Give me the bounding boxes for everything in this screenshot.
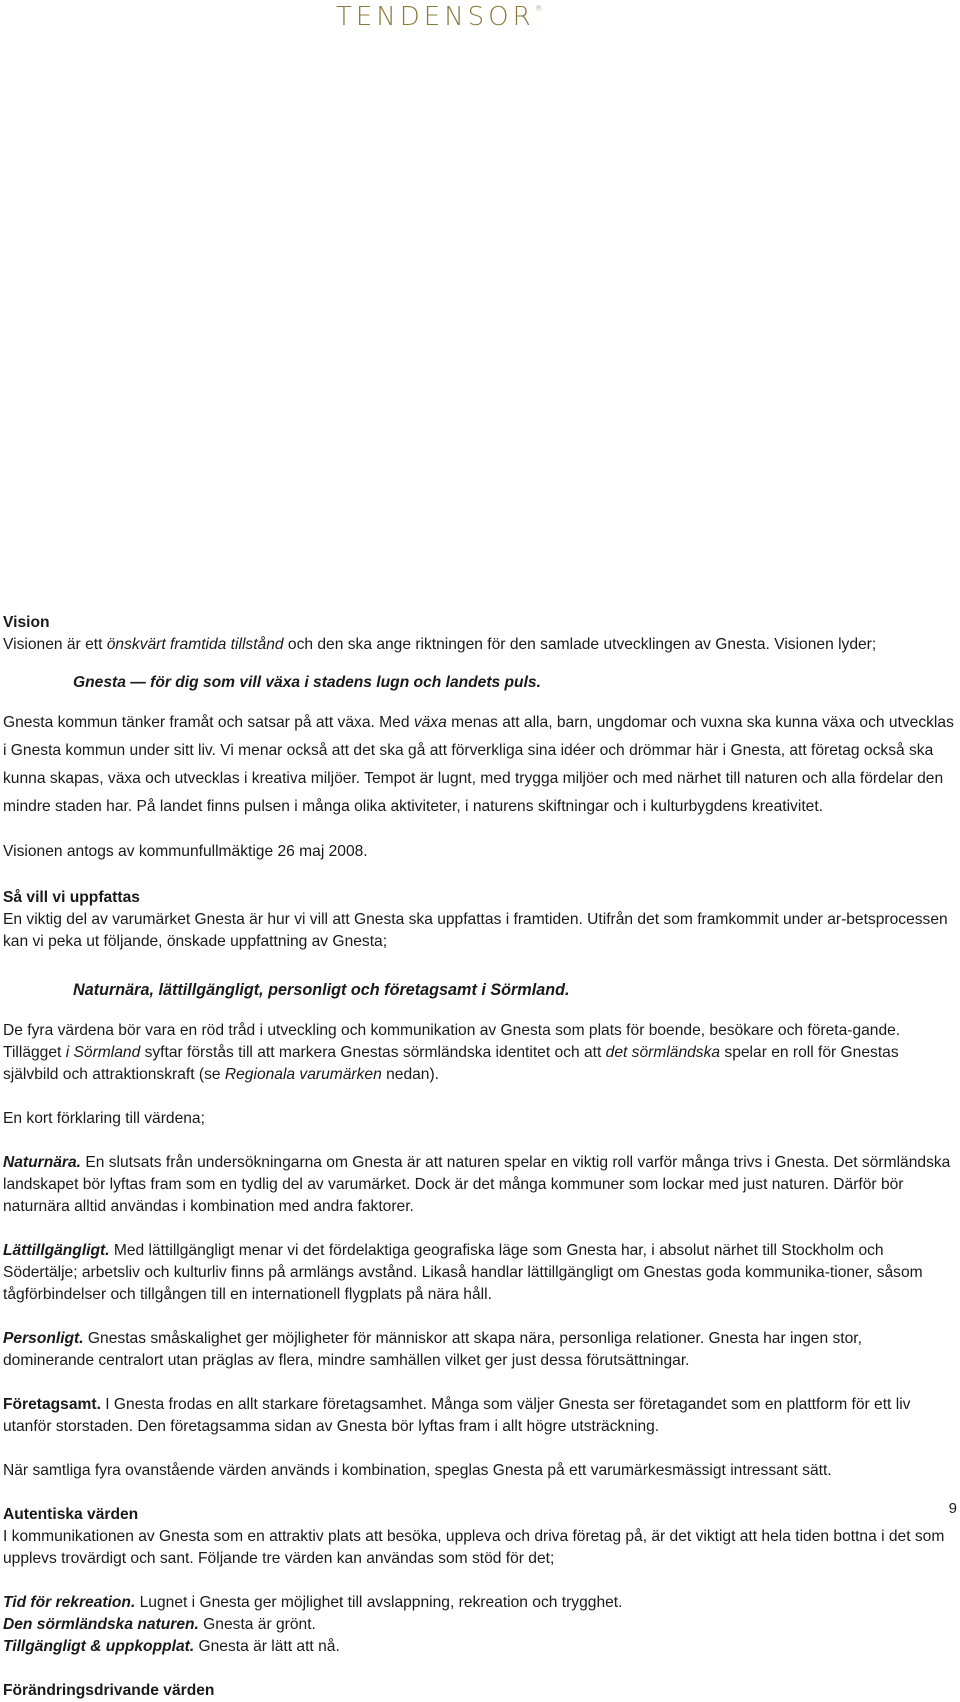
section-heading-uppfattas: Så vill vi uppfattas: [3, 889, 140, 906]
value-foretagsamt: Företagsamt. I Gnesta frodas en allt starkare företagsamhet. Många som väljer Gnesta ser företagandet som en plattform för ett liv utanför storstaden. Den företagsamma sidan av Gnesta bör lyftas fram i allt högre utsträckning.: [3, 1396, 911, 1435]
value-personligt: Personligt. Gnestas småskalighet ger möjligheter för människor att skapa nära, personliga relationer. Gnesta har ingen stor, dominerande centralort utan präglas av flera, mindre samhällen vilket ger just dessa förutsättningar.: [3, 1330, 862, 1369]
autentiska-item: Tid för rekreation. Lugnet i Gnesta ger möjlighet till avslappning, rekreation och trygghet.: [3, 1594, 623, 1611]
document-body: [3, 612, 957, 1702]
page-number: 9: [948, 1500, 957, 1517]
value-lattillgangligt: Lättillgängligt. Med lättillgängligt menar vi det fördelaktiga geografiska läge som Gnesta har, i absolut närhet till Stockholm och Södertälje; arbetsliv och kulturliv finns på armlängs avstånd. Likaså handlar lättillgängligt om Gnestas goda kommunika-tioner, såsom tågförbindelser och tillgången till en internationell flygplats på nära håll.: [3, 1242, 923, 1303]
value-naturnara: Naturnära. En slutsats från undersökningarna om Gnesta är att naturen spelar en viktig roll varför många trivs i Gnesta. Det sörmländska landskapet bör lyftas fram som en tydlig del av varumärket. Dock är det många kommuner som lockar med just naturen. Därför bör naturnära alltid användas i kombination med andra faktorer.: [3, 1154, 951, 1215]
vision-adopted: Visionen antogs av kommunfullmäktige 26 maj 2008.: [3, 843, 368, 860]
values-summary: När samtliga fyra ovanstående värden används i kombination, speglas Gnesta på ett varumärkesmässigt intressant sätt.: [3, 1462, 832, 1479]
uppfattas-motto: Naturnära, lättillgängligt, personligt och företagsamt i Sörmland.: [73, 981, 570, 999]
uppfattas-explanation: En kort förklaring till värdena;: [3, 1110, 205, 1127]
vision-paragraph: Gnesta kommun tänker framåt och satsar på att växa. Med växa menas att alla, barn, ungdomar och vuxna ska kunna växa och utvecklas i Gnesta kommun under sitt liv. Vi menar också att det ska gå att förverkliga sina idéer och drömmar här i Gnesta, att företag också ska kunna skapas, växa och utvecklas i kreativa miljöer. Tempot är lugnt, med trygga miljöer och med närhet till naturen och alla fördelar den mindre staden har. På landet finns pulsen i många olika aktiviteter, i naturens skiftningar och i kulturbygdens kreativitet.: [3, 714, 954, 815]
autentiska-item: Den sörmländska naturen. Gnesta är grönt.: [3, 1616, 316, 1633]
section-heading-vision: Vision: [3, 614, 50, 631]
tendensor-logo: TENDENSOR®: [336, 2, 543, 32]
autentiska-intro: I kommunikationen av Gnesta som en attraktiv plats att besöka, uppleva och driva företag på, är det viktigt att hela tiden bottna i det som upplevs trovärdigt och sant. Följande tre värden kan användas som stöd för det;: [3, 1528, 945, 1567]
uppfattas-intro: En viktig del av varumärket Gnesta är hur vi vill att Gnesta ska uppfattas i framtiden. Utifrån det som framkommit under ar-betsprocessen kan vi peka ut följande, önskade uppfattning av Gnesta;: [3, 911, 948, 950]
section-heading-forandring: Förändringsdrivande värden: [3, 1682, 215, 1699]
vision-intro: Visionen är ett önskvärt framtida tillstånd och den ska ange riktningen för den samlade utvecklingen av Gnesta. Visionen lyder;: [3, 636, 877, 653]
uppfattas-paragraph: De fyra värdena bör vara en röd tråd i utveckling och kommunikation av Gnesta som plats för boende, besökare och företa-gande. Tillägget i Sörmland syftar förstås till att markera Gnestas sörmländska identitet och att det sörmländska spelar en roll för Gnestas självbild och attraktionskraft (se Regionala varumärken nedan).: [3, 1022, 901, 1083]
autentiska-item: Tillgängligt & uppkopplat. Gnesta är lätt att nå.: [3, 1638, 340, 1655]
section-heading-autentiska: Autentiska värden: [3, 1506, 139, 1523]
vision-motto: Gnesta — för dig som vill växa i stadens lugn och landets puls.: [73, 674, 541, 691]
